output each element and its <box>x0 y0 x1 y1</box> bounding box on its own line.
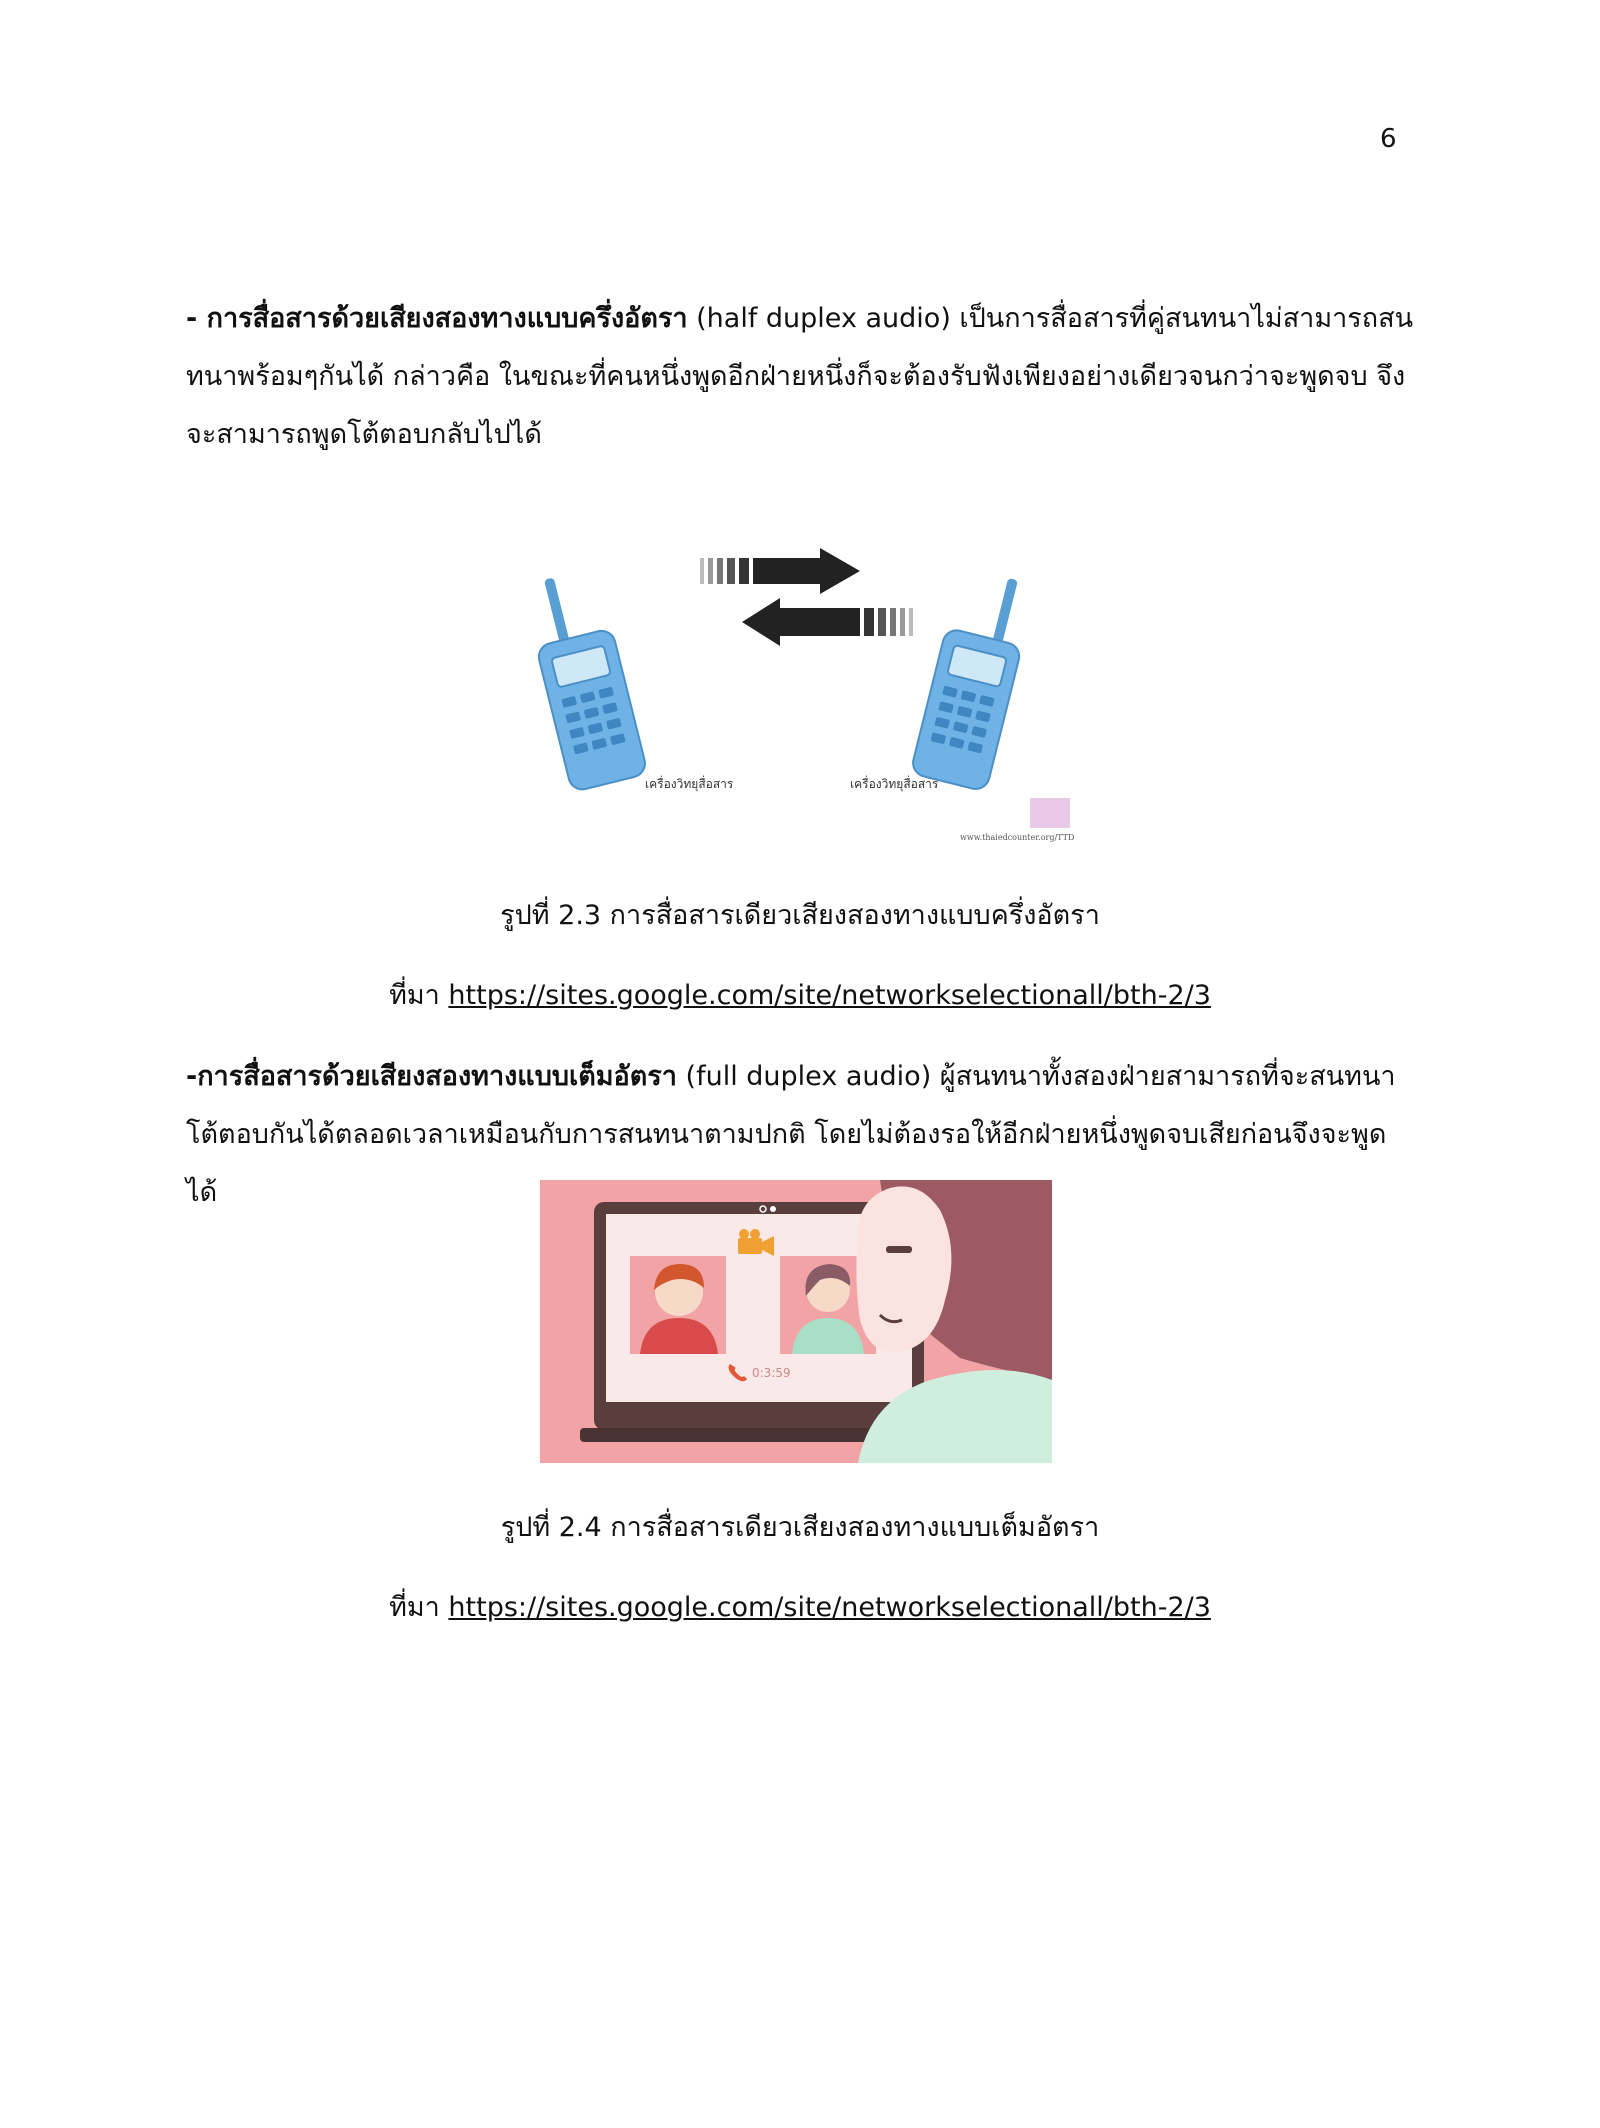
call-timer: 0:3:59 <box>752 1366 791 1380</box>
text-full-duplex: (full duplex audio) ผู้สนทนาทั้งสองฝ่ายสามารถที่จะสนทนาโต้ตอบกันได้ตลอดเวลาเหมือนกับการสนทนาตามปกติ โดยไม่ต้องรอให้อีกฝ่ายหนึ่งพูดจบเสียก่อนจึงจะพูดได้ <box>186 1061 1396 1208</box>
text-half-duplex: (half duplex audio) เป็นการสื่อสารที่คู่สนทนาไม่สามารถสนทนาพร้อมๆกันได้ กล่าวคือ ในขณะที่คนหนึ่งพูดอีกฝ่ายหนึ่งก็จะต้องรับฟังเพียงอย่างเดียวจนกว่าจะพูดจบ จึงจะสามารถพูดโต้ตอบกลับไปได้ <box>186 303 1414 450</box>
walkie-talkie-right-icon <box>910 566 1037 792</box>
figure1-caption: รูปที่ 2.3 การสื่อสารเดียวเสียงสองทางแบบครึ่งอัตรา <box>500 900 1100 931</box>
figure-full-duplex-illustration <box>540 1180 1052 1463</box>
source-prefix: ที่มา <box>389 1592 449 1623</box>
source-link[interactable]: https://sites.google.com/site/networkselectionall/bth-2/3 <box>448 980 1211 1011</box>
person-avatar <box>856 1180 1052 1463</box>
source-link[interactable]: https://sites.google.com/site/networkselectionall/bth-2/3 <box>448 1592 1211 1623</box>
page-number: 6 <box>1380 124 1397 154</box>
arrow-right-icon <box>700 548 860 594</box>
radio-label-right: เครื่องวิทยุสื่อสาร <box>850 777 939 791</box>
arrow-left-icon <box>742 598 913 646</box>
paragraph-half-duplex <box>186 290 1416 464</box>
logo-icon <box>1030 798 1070 828</box>
figure2-source <box>0 1585 1600 1628</box>
figure1-source <box>0 973 1600 1016</box>
heading-half-duplex: - การสื่อสารด้วยเสียงสองทางแบบครึ่งอัตรา <box>186 303 688 334</box>
figure2-caption: รูปที่ 2.4 การสื่อสารเดียวเสียงสองทางแบบเต็มอัตรา <box>500 1512 1100 1543</box>
heading-full-duplex: -การสื่อสารด้วยเสียงสองทางแบบเต็มอัตรา <box>186 1061 677 1092</box>
radio-label-left: เครื่องวิทยุสื่อสาร <box>645 777 734 791</box>
walkie-talkie-left-icon <box>521 567 648 793</box>
figure-half-duplex-illustration <box>520 520 1090 850</box>
source-prefix: ที่มา <box>389 980 449 1011</box>
figure-credit: www.thaiedcounter.org/TTD <box>960 833 1075 842</box>
